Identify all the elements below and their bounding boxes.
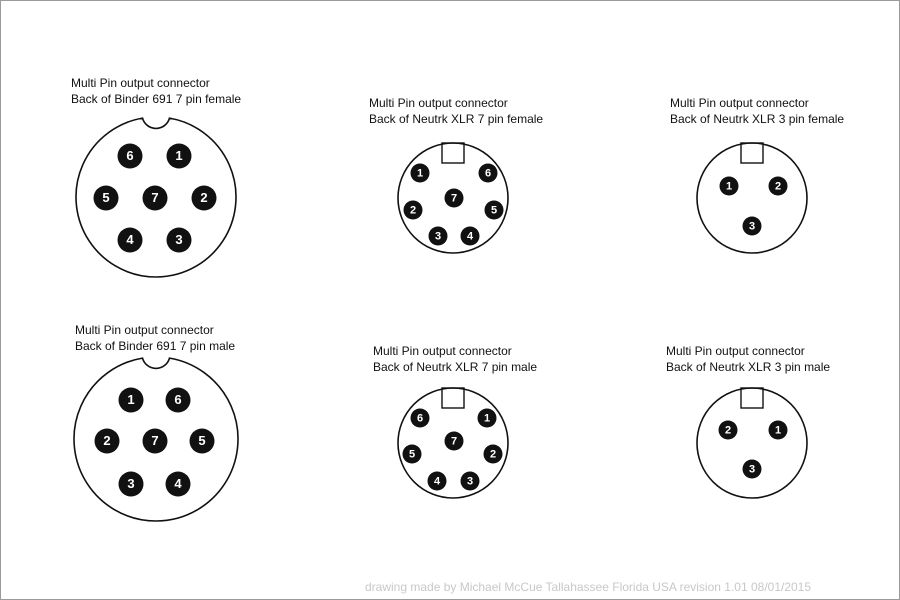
connector-binder-female — [76, 118, 236, 277]
pin-1 — [720, 177, 739, 196]
pin-2 — [192, 186, 217, 211]
caption-line-1: Multi Pin output connector — [71, 76, 210, 90]
pin-3 — [119, 472, 144, 497]
pin-2 — [95, 429, 120, 454]
pin-3 — [461, 472, 480, 491]
pin-2 — [484, 445, 503, 464]
connector-xlr3-female — [697, 143, 807, 253]
connector-xlr3-male — [697, 388, 807, 498]
pin-number: 7 — [151, 189, 159, 205]
pin-5 — [190, 429, 215, 454]
pin-number: 4 — [433, 475, 441, 488]
pin-number: 2 — [103, 432, 111, 448]
pin-2 — [404, 201, 423, 220]
caption-line-1: Multi Pin output connector — [666, 344, 805, 358]
caption-line-2: Back of Neutrk XLR 7 pin male — [373, 360, 538, 374]
pin-number: 7 — [151, 432, 159, 448]
pin-7 — [445, 189, 464, 208]
pin-number: 1 — [416, 167, 424, 180]
pin-number: 2 — [774, 180, 782, 193]
pin-number: 5 — [490, 204, 498, 217]
pin-number: 1 — [774, 424, 782, 437]
pin-number: 2 — [200, 189, 208, 205]
caption-line-1: Multi Pin output connector — [369, 96, 508, 110]
pin-number: 3 — [466, 475, 474, 488]
connector-binder-male — [74, 358, 238, 521]
pin-4 — [461, 227, 480, 246]
caption-line-2: Back of Neutrk XLR 7 pin female — [369, 112, 544, 126]
pin-1 — [478, 409, 497, 428]
pin-3 — [743, 460, 762, 479]
connector-body-outline — [697, 388, 807, 498]
pin-6 — [166, 388, 191, 413]
pin-3 — [429, 227, 448, 246]
pin-2 — [719, 421, 738, 440]
pin-2 — [769, 177, 788, 196]
pin-number: 1 — [725, 180, 733, 193]
pin-4 — [118, 228, 143, 253]
pin-number: 5 — [102, 189, 110, 205]
pin-number: 3 — [127, 475, 135, 491]
pin-number: 4 — [466, 230, 474, 243]
pin-number: 2 — [489, 448, 497, 461]
pin-number: 2 — [724, 424, 732, 437]
pin-6 — [411, 409, 430, 428]
pin-1 — [119, 388, 144, 413]
pin-number: 3 — [748, 463, 756, 476]
pin-number: 6 — [174, 391, 182, 407]
pin-5 — [485, 201, 504, 220]
pin-number: 6 — [126, 147, 134, 163]
pin-number: 3 — [175, 231, 183, 247]
pin-6 — [479, 164, 498, 183]
connector-xlr7-male — [398, 388, 508, 498]
pin-number: 1 — [483, 412, 491, 425]
credit-line: drawing made by Michael McCue Tallahassee Florida USA revision 1.01 08/01/2015 — [365, 580, 812, 594]
pin-number: 1 — [175, 147, 183, 163]
caption-line-2: Back of Binder 691 7 pin female — [71, 92, 242, 106]
key-tab — [741, 143, 763, 163]
pin-number: 1 — [127, 391, 135, 407]
caption-line-2: Back of Binder 691 7 pin male — [75, 339, 236, 353]
pin-7 — [143, 429, 168, 454]
key-tab — [741, 388, 763, 408]
pin-number: 4 — [174, 475, 182, 491]
pin-number: 6 — [484, 167, 492, 180]
pin-number: 3 — [434, 230, 442, 243]
key-tab — [442, 388, 464, 408]
pin-number: 6 — [416, 412, 424, 425]
caption-line-1: Multi Pin output connector — [373, 344, 512, 358]
pin-number: 5 — [198, 432, 206, 448]
pin-5 — [403, 445, 422, 464]
pin-number: 2 — [409, 204, 417, 217]
caption-line-2: Back of Neutrk XLR 3 pin male — [666, 360, 831, 374]
key-tab — [442, 143, 464, 163]
caption-line-1: Multi Pin output connector — [670, 96, 809, 110]
pin-number: 7 — [450, 192, 458, 205]
pin-4 — [428, 472, 447, 491]
pin-3 — [743, 217, 762, 236]
connector-body-outline — [697, 143, 807, 253]
pin-number: 7 — [450, 435, 458, 448]
pin-6 — [118, 144, 143, 169]
pin-1 — [167, 144, 192, 169]
pin-number: 3 — [748, 220, 756, 233]
pin-5 — [94, 186, 119, 211]
pin-3 — [167, 228, 192, 253]
connector-diagrams — [1, 1, 899, 599]
pin-1 — [411, 164, 430, 183]
pin-number: 5 — [408, 448, 416, 461]
pin-1 — [769, 421, 788, 440]
pin-7 — [445, 432, 464, 451]
pin-number: 4 — [126, 231, 134, 247]
pin-4 — [166, 472, 191, 497]
caption-line-1: Multi Pin output connector — [75, 323, 214, 337]
caption-line-2: Back of Neutrk XLR 3 pin female — [670, 112, 845, 126]
connector-xlr7-female — [398, 143, 508, 253]
pin-7 — [143, 186, 168, 211]
